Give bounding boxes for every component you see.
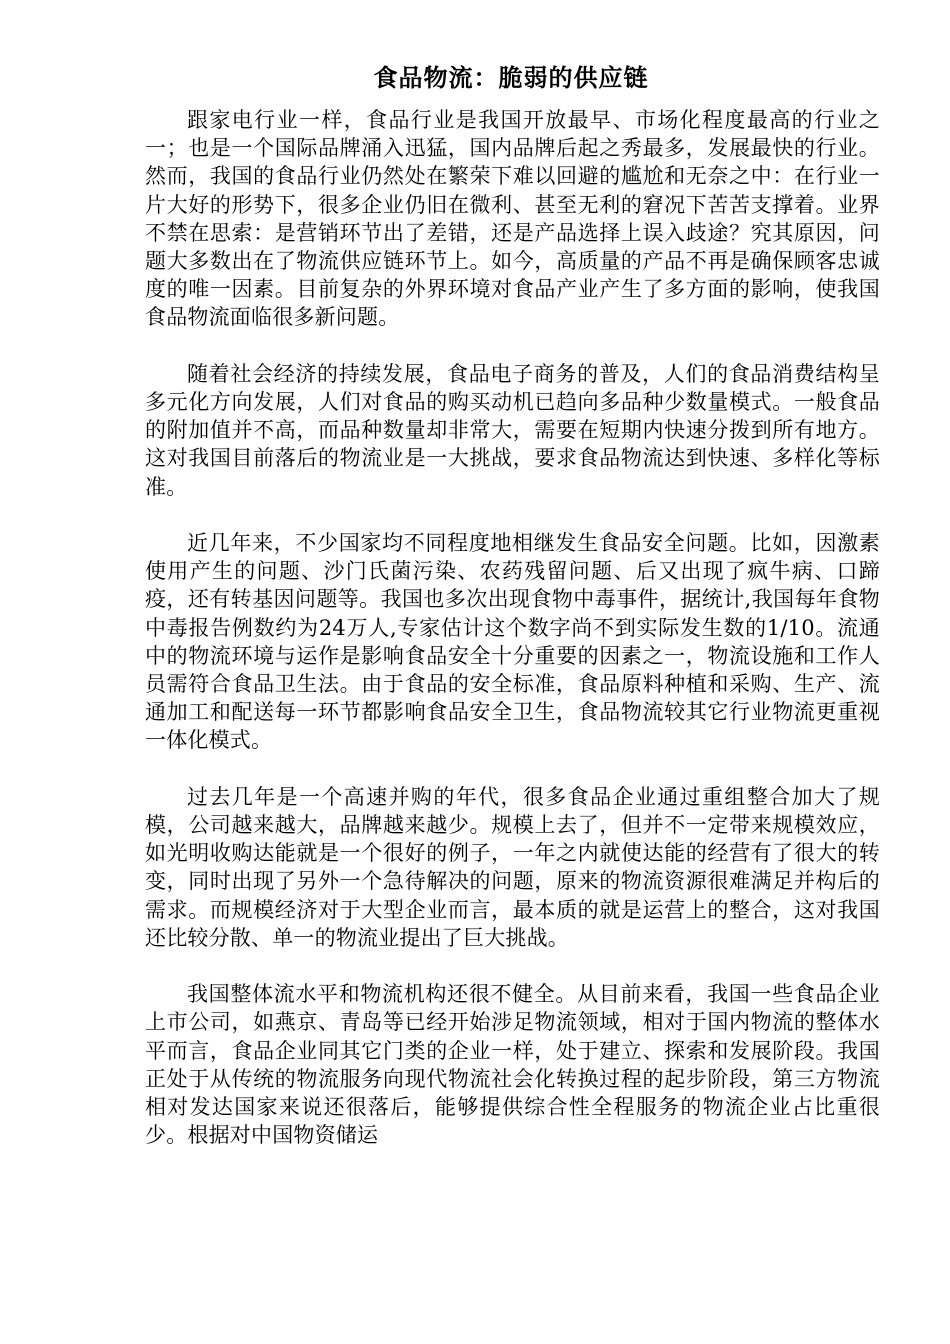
paragraph-3: 近几年来，不少国家均不同程度地相继发生食品安全问题。比如，因激素使用产生的问题、沙门氏菌污染、农药残留问题、后又出现了疯牛病、口蹄疫，还有转基因问题等。我国也多次出现食物中毒事件，据统计,我国每年食物中毒报告例数约为24万人,专家估计这个数字尚不到实际发生数的1/10。流通中的物流环境与运作是影响食品安全十分重要的因素之一，物流设施和工作人员需符合食品卫生法。由于食品的安全标准，食品原料种植和采购、生产、流通加工和配送每一环节都影响食品安全卫生，食品物流较其它行业物流更重视一体化模式。: [145, 531, 880, 753]
document-body: [145, 106, 880, 1178]
document-title: 食品物流：脆弱的供应链: [373, 63, 649, 92]
paragraph-1: 跟家电行业一样，食品行业是我国开放最早、市场化程度最高的行业之一；也是一个国际品牌涌入迅猛，国内品牌后起之秀最多，发展最快的行业。然而，我国的食品行业仍然处在繁荣下难以回避的尴尬和无奈之中：在行业一片大好的形势下，很多企业仍旧在微利、甚至无利的窘况下苦苦支撑着。业界不禁在思索：是营销环节出了差错，还是产品选择上误入歧途？究其原因，问题大多数出在了物流供应链环节上。如今，高质量的产品不再是确保顾客忠诚度的唯一因素。目前复杂的外界环境对食品产业产生了多方面的影响，使我国食品物流面临很多新问题。: [145, 108, 880, 330]
paragraph-5: 我国整体流水平和物流机构还很不健全。从目前来看，我国一些食品企业上市公司，如燕京、青岛等已经开始涉足物流领域，相对于国内物流的整体水平而言，食品企业同其它门类的企业一样，处于建立、探索和发展阶段。我国正处于从传统的物流服务向现代物流社会化转换过程的起步阶段，第三方物流相对发达国家来说还很落后，能够提供综合性全程服务的物流企业占比重很少。根据对中国物资储运: [145, 982, 880, 1148]
paragraph-4: 过去几年是一个高速并购的年代，很多食品企业通过重组整合加大了规模，公司越来越大，品牌越来越少。规模上去了，但并不一定带来规模效应，如光明收购达能就是一个很好的例子，一年之内就使达能的经营有了很大的转变，同时出现了另外一个急待解决的问题，原来的物流资源很难满足并构后的需求。而规模经济对于大型企业而言，最本质的就是运营上的整合，这对我国还比较分散、单一的物流业提出了巨大挑战。: [145, 784, 880, 950]
paragraph-2: 随着社会经济的持续发展，食品电子商务的普及，人们的食品消费结构呈多元化方向发展，人们对食品的购买动机已趋向多品种少数量模式。一般食品的附加值并不高，而品种数量却非常大，需要在短期内快速分拨到所有地方。这对我国目前落后的物流业是一大挑战，要求食品物流达到快速、多样化等标准。: [145, 361, 880, 499]
